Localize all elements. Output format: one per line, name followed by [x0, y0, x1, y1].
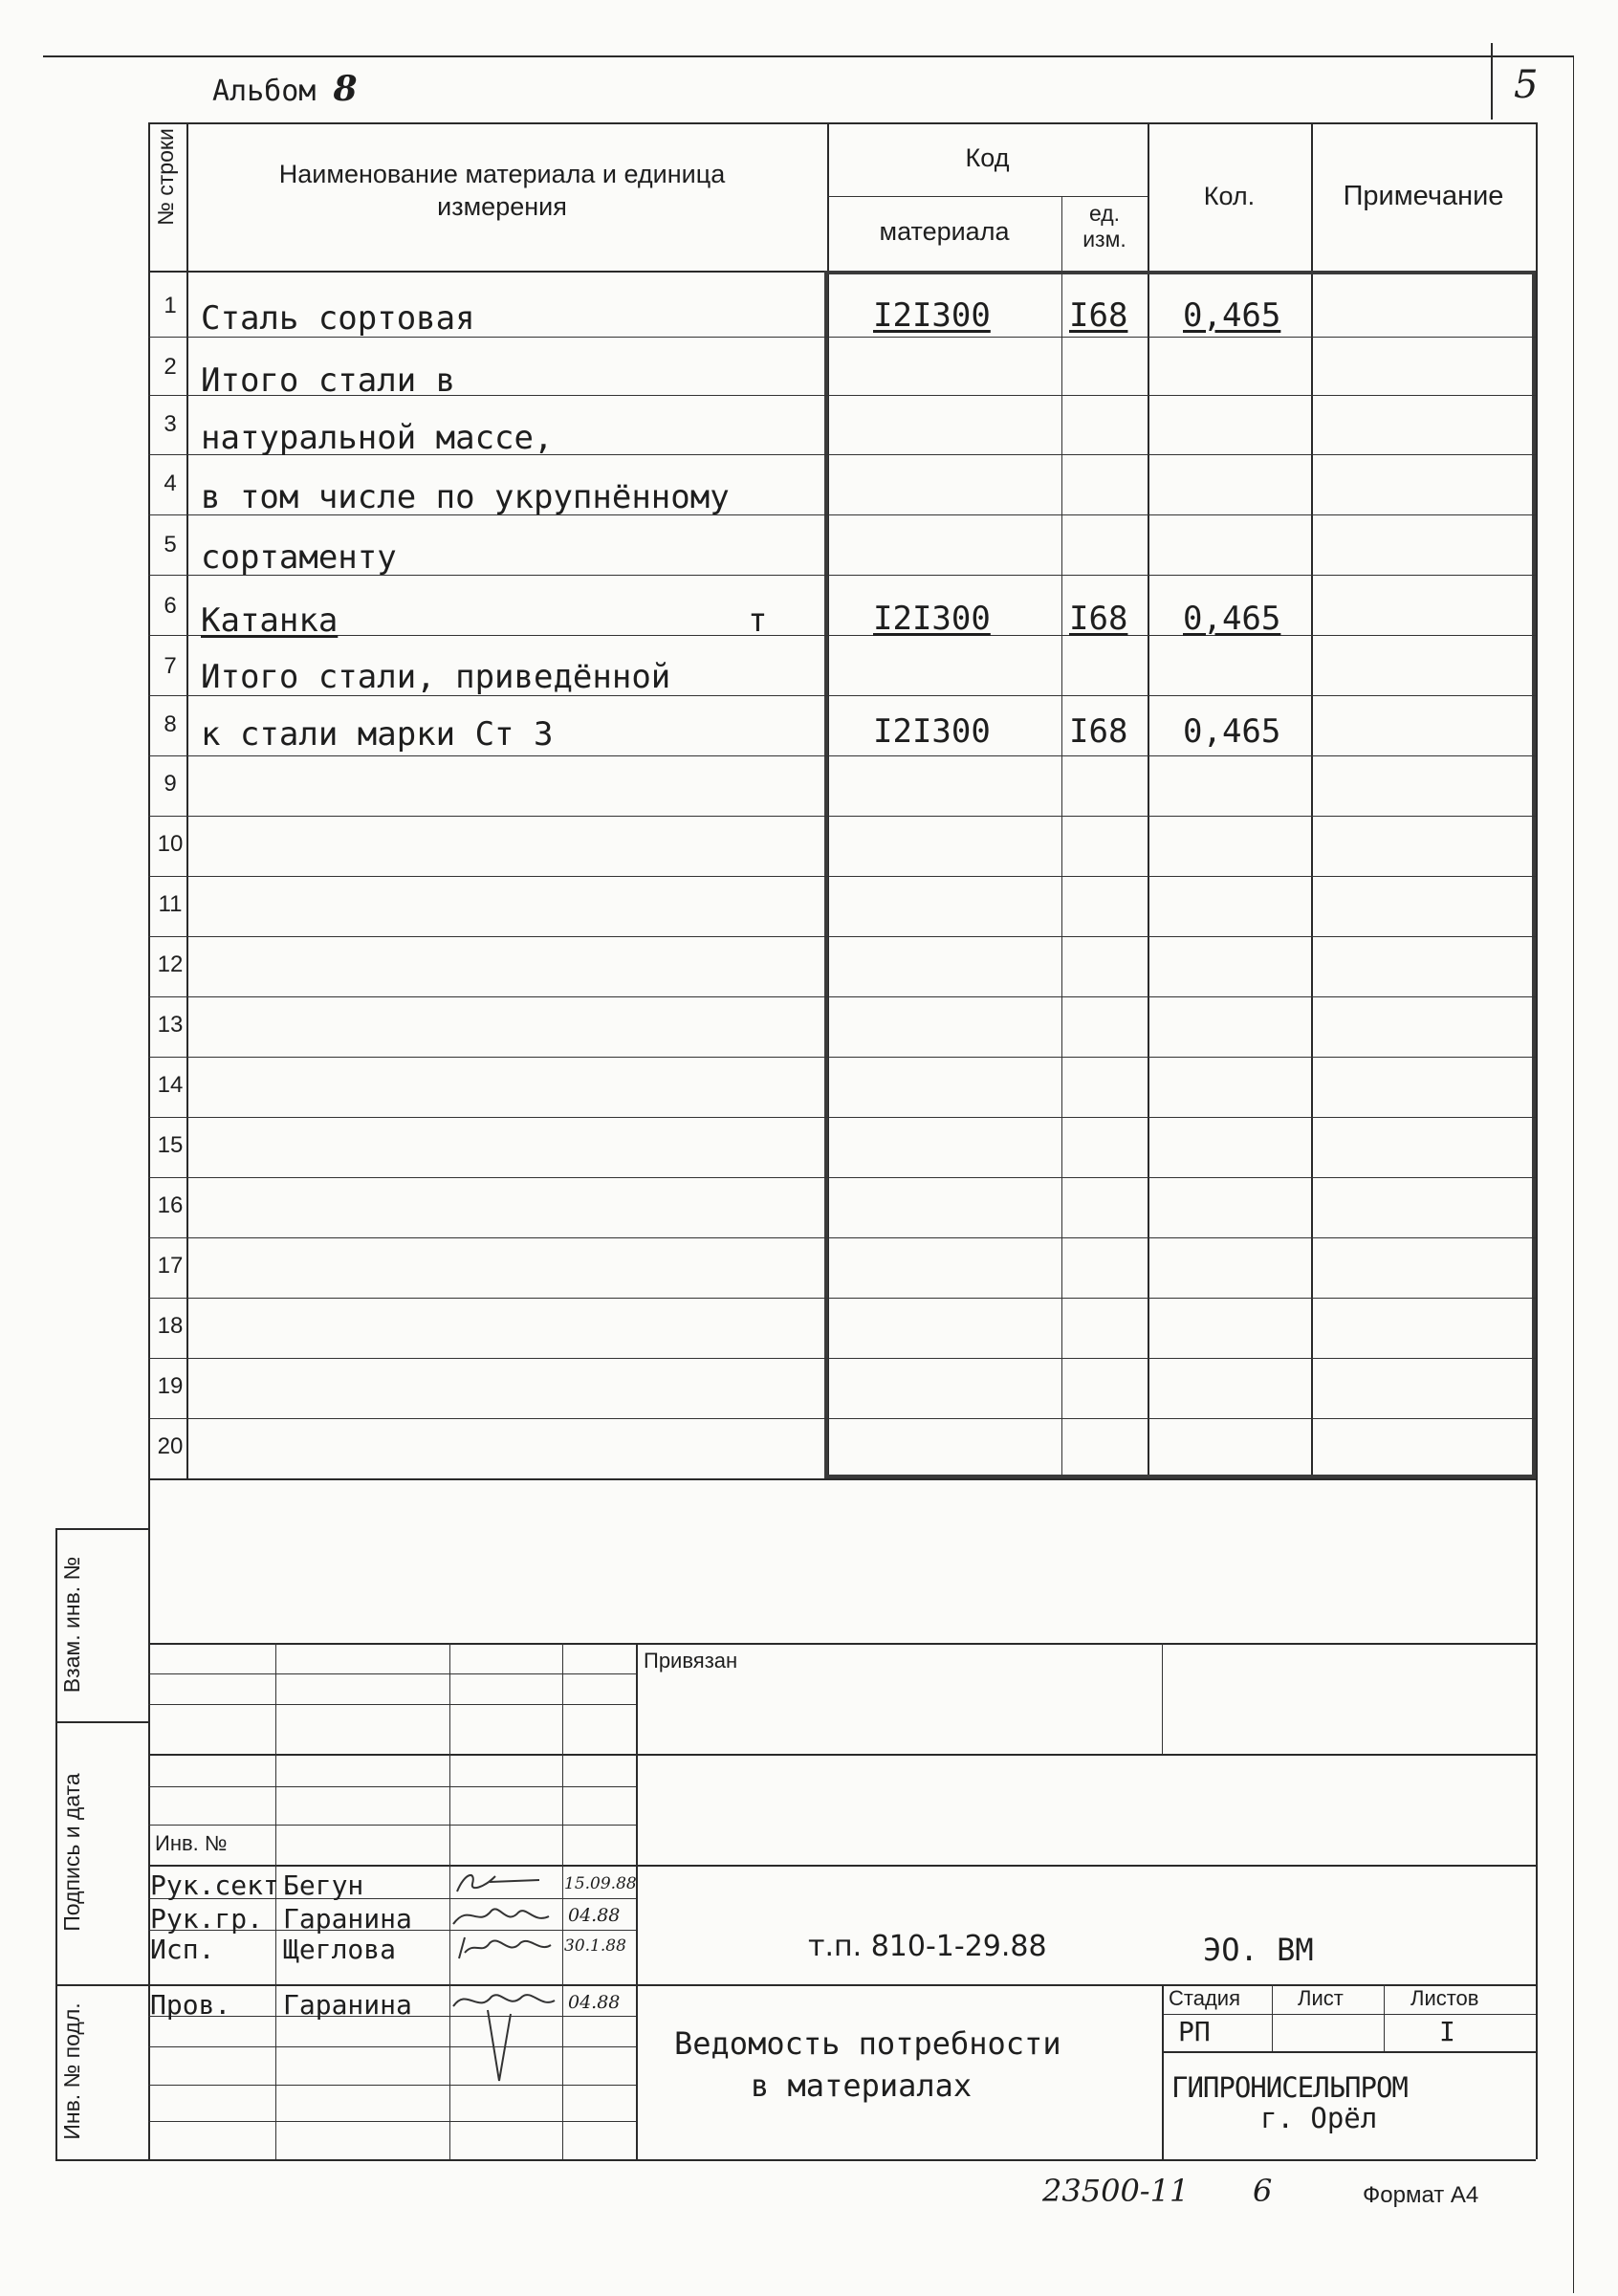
signer-name: Гаранина: [283, 1989, 412, 2021]
row-line: [148, 1117, 1536, 1118]
stamp-line: [148, 1754, 1536, 1756]
row-material-name: Итого стали в: [201, 361, 456, 400]
row-number: 17: [157, 1253, 184, 1279]
header-material-name: Наименование материала и единица измерения: [278, 160, 726, 221]
row-number: 8: [164, 711, 177, 737]
signer-date: 30.1.88: [564, 1936, 626, 1956]
row-line: [148, 1298, 1536, 1299]
page-number-divider: [1491, 43, 1493, 120]
row-material-name: сортаменту: [201, 538, 397, 577]
signer-date: 15.09.88: [564, 1874, 637, 1893]
row-line: [148, 816, 1536, 817]
row-number: 13: [157, 1012, 184, 1038]
signer-date: 04.88: [568, 1905, 621, 1926]
row-line: [148, 936, 1536, 937]
header-row-number: № строки: [153, 128, 178, 226]
album-number: 8: [333, 69, 358, 109]
row-number: 6: [164, 593, 177, 619]
side-label-vzam: Взам. инв. №: [59, 1556, 84, 1694]
sheets-label: Листов: [1410, 1986, 1479, 2010]
page-number: 5: [1514, 63, 1539, 107]
row-number: 12: [157, 951, 184, 977]
side-label-inv-podl: Инв. № подл.: [59, 2002, 84, 2140]
row-number: 7: [164, 653, 177, 679]
row-number: 19: [157, 1373, 184, 1399]
header-code: Код: [965, 143, 1010, 172]
frame-bottom-line: [55, 2159, 1536, 2161]
signer-name: Гаранина: [283, 1903, 412, 1935]
stamp-col-line: [562, 1643, 563, 2159]
row-material-code: I2I300: [873, 296, 991, 335]
album-word: Альбом: [212, 75, 317, 108]
table-bottom-line: [148, 1478, 1536, 1480]
stamp-top-line: [148, 1643, 1536, 1645]
signer-role: Рук.сект.: [150, 1870, 295, 1901]
album-label: [212, 69, 358, 109]
signer-name: Бегун: [283, 1870, 364, 1901]
row-number: 15: [157, 1132, 184, 1158]
frame-right-edge: [1573, 55, 1574, 2293]
table-left-border: [148, 122, 150, 1480]
stage-value: РП: [1178, 2016, 1211, 2047]
row-material-name: в том числе по укрупнённому: [201, 478, 730, 516]
row-line: [148, 1358, 1536, 1359]
row-line: [148, 755, 1536, 756]
row-number: 20: [157, 1433, 184, 1459]
signature-garanina-2: [449, 1985, 562, 2090]
sheet-sheets-divider: [1384, 1984, 1385, 2051]
stage-row-line: [1162, 2014, 1536, 2015]
signer-name: Щеглова: [283, 1934, 397, 1965]
row-material-code: I2I300: [873, 600, 991, 638]
stage-sheet-divider: [1272, 1984, 1273, 2051]
organization-name: ГИПРОНИСЕЛЬПРОМ: [1171, 2071, 1408, 2104]
signer-role: Рук.гр.: [150, 1903, 264, 1935]
org-box-top: [1162, 2051, 1536, 2053]
row-quantity: 0,465: [1183, 712, 1281, 751]
row-material-name: к стали марки Ст 3: [201, 715, 554, 754]
row-unit-code: I68: [1069, 600, 1128, 638]
row-number: 18: [157, 1313, 184, 1339]
row-material-name: Итого стали, приведённой: [201, 658, 671, 696]
row-number: 2: [164, 354, 177, 380]
signature-shcheglova: [451, 1932, 560, 1964]
title-line-1: Ведомость потребности: [674, 2025, 1061, 2062]
row-number: 14: [157, 1072, 184, 1098]
stage-label: Стадия: [1169, 1986, 1240, 2010]
side-label-podpis: Подпись и дата: [59, 1773, 84, 1932]
row-material-name: Сталь сортовая: [201, 299, 475, 338]
header-code-unit: ед. изм.: [1082, 201, 1126, 251]
table-top-border: [148, 122, 1536, 124]
row-number: 4: [164, 470, 177, 496]
inv-no-label: Инв. №: [155, 1831, 228, 1855]
row-line: [148, 996, 1536, 997]
document-code: т.п. 810-1-29.88: [808, 1930, 1047, 1963]
row-line: [148, 635, 1536, 636]
row-line: [148, 1237, 1536, 1238]
row-material-code: I2I300: [873, 712, 991, 751]
row-number: 5: [164, 532, 177, 558]
signature-garanina-1: [449, 1899, 562, 1932]
row-line: [148, 1418, 1536, 1419]
row-number: 11: [158, 891, 183, 917]
code-subheader-line: [827, 196, 1148, 197]
signer-role: Пров.: [150, 1989, 231, 2021]
stamp-col-line: [636, 1643, 638, 2159]
header-quantity: Кол.: [1203, 182, 1256, 210]
side-strip-divider-1: [55, 1721, 148, 1723]
sheets-value: I: [1439, 2016, 1455, 2047]
footer-archive-number: 23500-11: [1042, 2173, 1190, 2209]
rownum-divider: [186, 122, 188, 1480]
footer-archive-suffix: 6: [1253, 2173, 1273, 2209]
side-strip-left-border: [55, 1528, 57, 2159]
top-border-line: [43, 55, 1573, 57]
row-material-name: Катанка: [201, 601, 339, 640]
format-label: Формат А4: [1363, 2182, 1479, 2208]
lower-left-border: [148, 1478, 150, 2159]
row-line: [148, 1177, 1536, 1178]
stamp-line: [148, 1865, 1536, 1867]
row-number: 16: [157, 1192, 184, 1218]
signature-begun: [451, 1867, 560, 1899]
row-material-name: натуральной массе,: [201, 419, 554, 457]
organization-city: г. Орёл: [1260, 2102, 1378, 2134]
stamp-col-line: [275, 1643, 276, 2159]
title-stage-divider: [1162, 1984, 1164, 2159]
privyazan-divider: [1162, 1643, 1163, 1754]
signer-date: 04.88: [568, 1992, 621, 2013]
row-number: 9: [164, 771, 177, 797]
row-unit-code: I68: [1069, 296, 1128, 335]
title-line-2: в материалах: [751, 2067, 973, 2104]
row-quantity: 0,465: [1183, 296, 1281, 335]
row-quantity: 0,465: [1183, 600, 1281, 638]
row-line: [148, 876, 1536, 877]
header-code-material: материала: [879, 217, 1010, 246]
table-right-border: [1536, 122, 1538, 2159]
header-note: Примечание: [1343, 181, 1504, 211]
row-unit-code: I68: [1069, 712, 1128, 751]
signer-role: Исп.: [150, 1934, 215, 1965]
row-number: 1: [164, 293, 177, 318]
row-number: 10: [157, 831, 184, 857]
row-unit: т: [748, 601, 768, 640]
row-number: 3: [164, 411, 177, 437]
document-mark: ЭО. ВМ: [1203, 1932, 1314, 1968]
privyazan-label: Привязан: [644, 1649, 738, 1673]
sheet-label: Лист: [1298, 1986, 1344, 2010]
row-line: [148, 1057, 1536, 1058]
